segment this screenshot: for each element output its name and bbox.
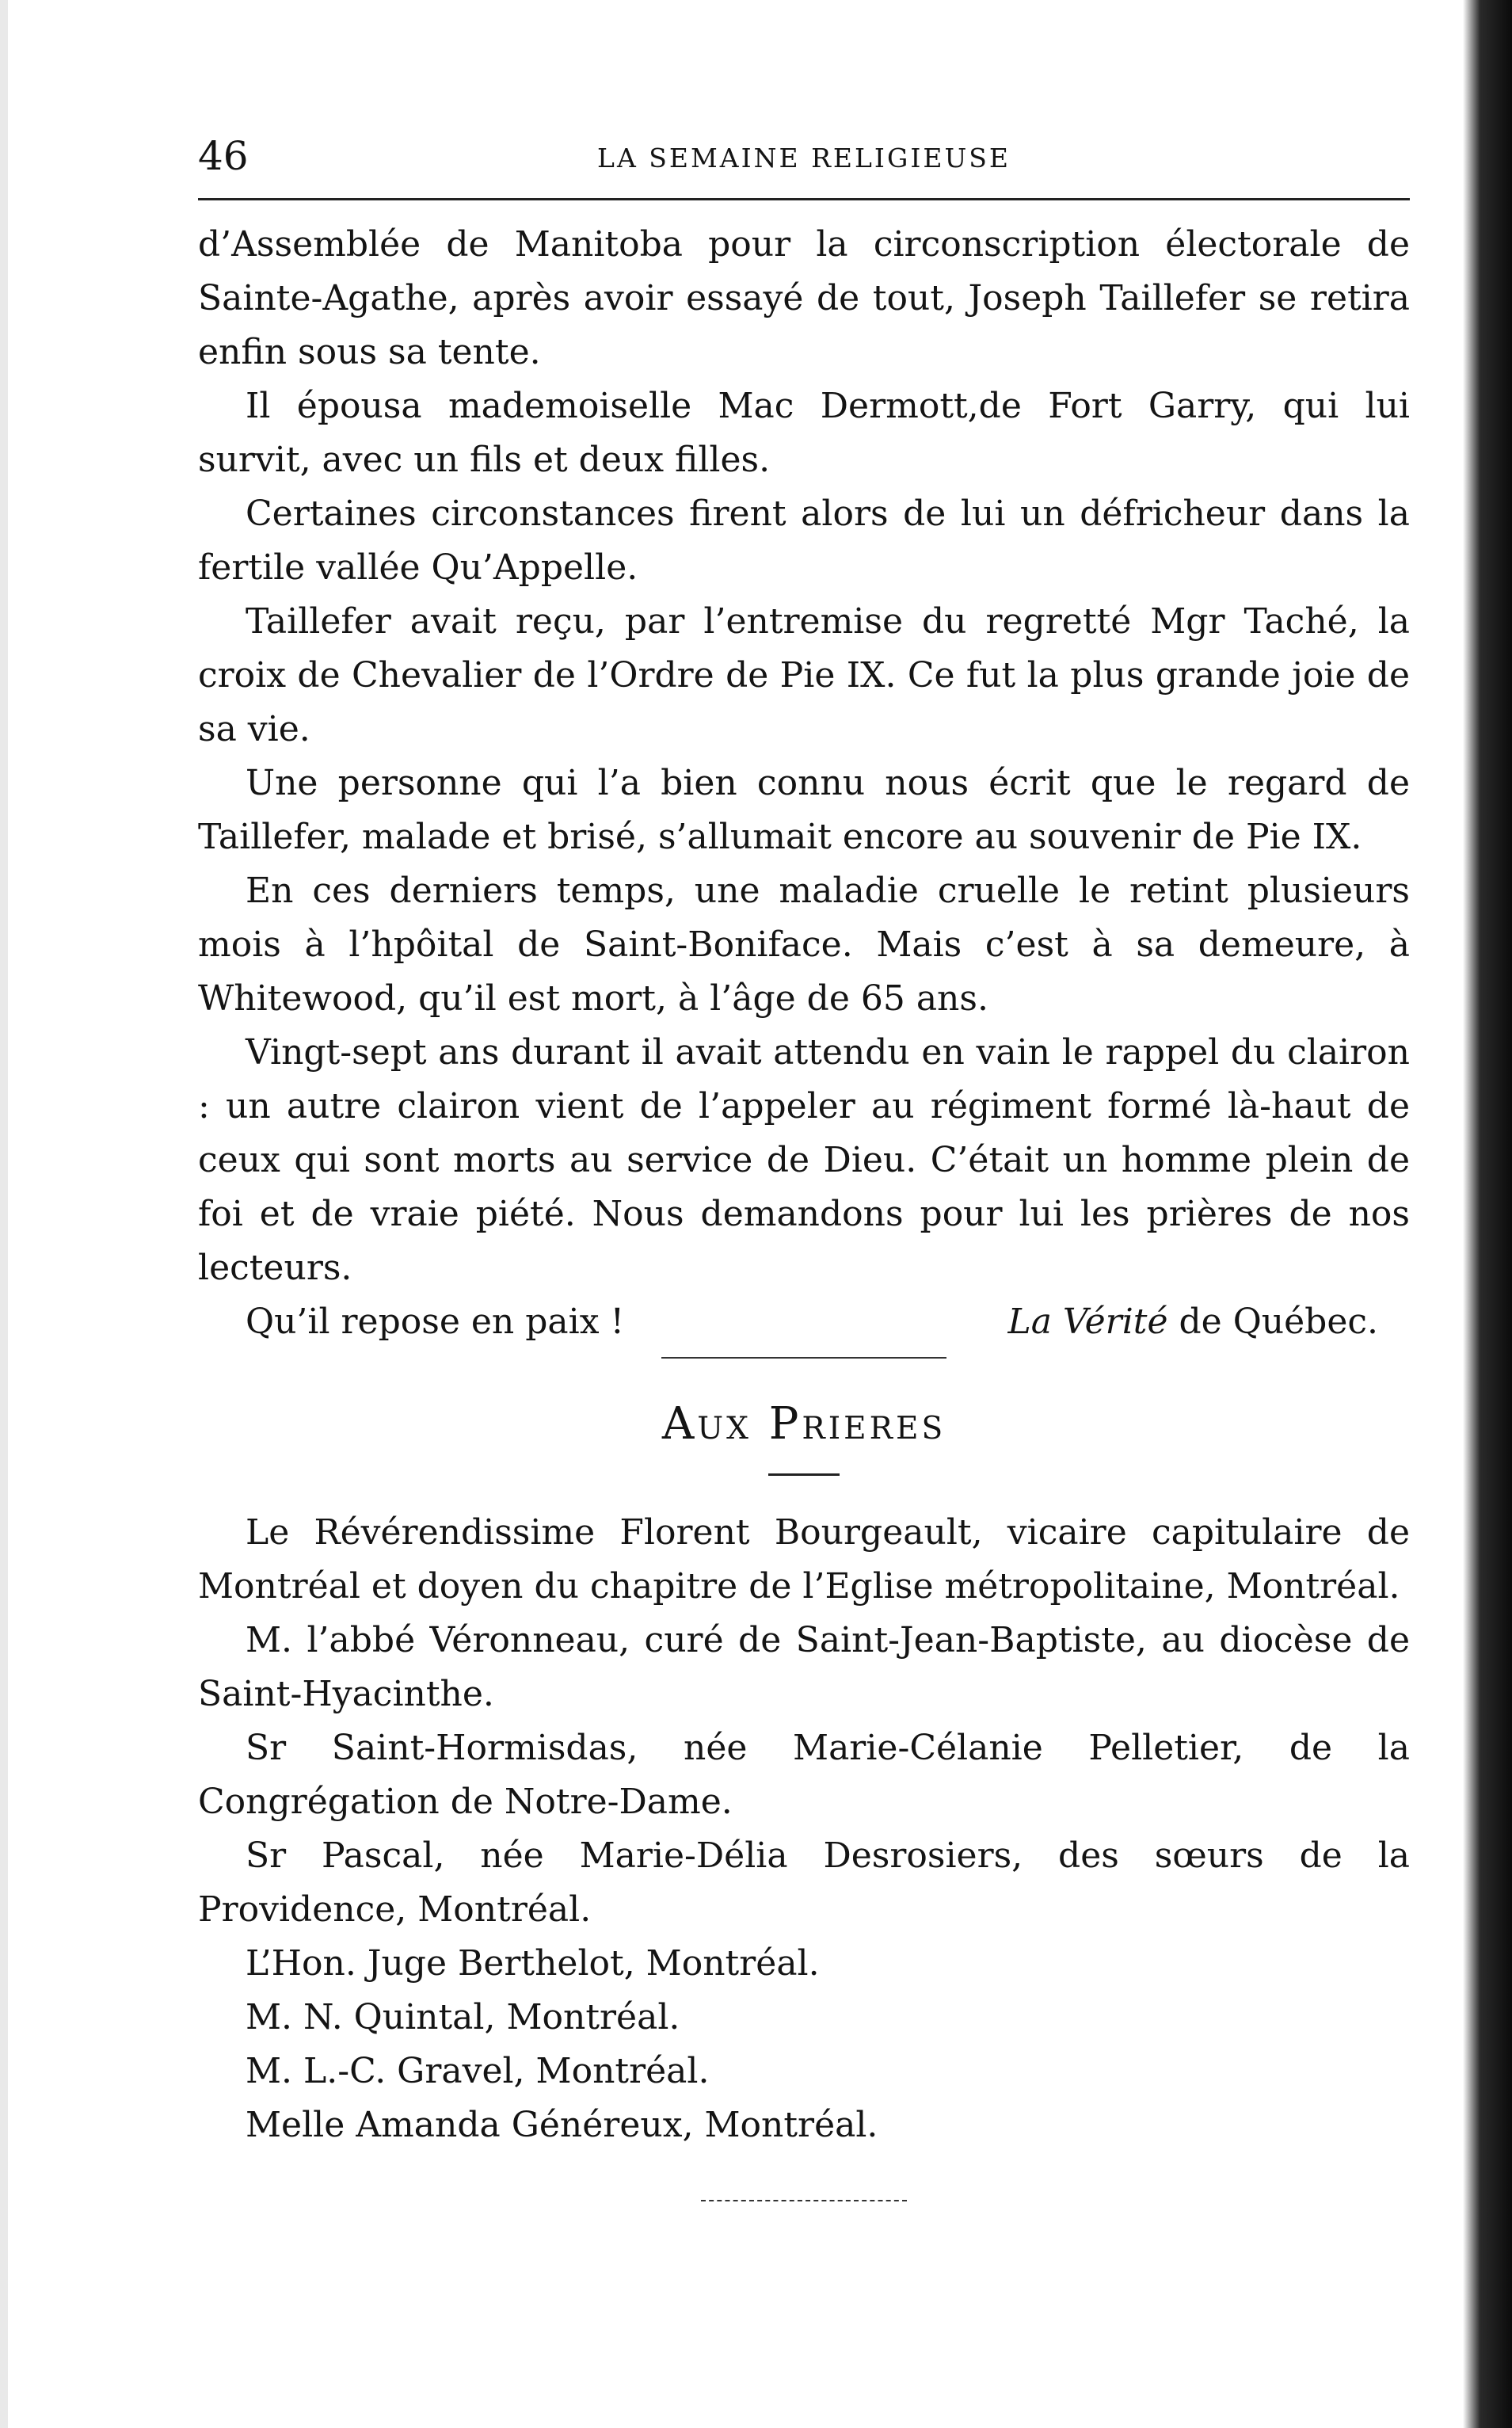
paragraph: Certaines circonstances firent alors de lui un défricheur dans la fertile vallée Qu’Appelle. xyxy=(198,494,1410,588)
closing-line xyxy=(198,1295,1410,1349)
page xyxy=(198,119,1410,2201)
list-item: Melle Amanda Généreux, Montréal. xyxy=(246,2105,878,2145)
source-credit xyxy=(1007,1295,1378,1349)
list-item: Sr Pascal, née Marie-Délia Desrosiers, des sœurs de la Providence, Montréal. xyxy=(198,1835,1410,1930)
section-title: Aux Prieres xyxy=(661,1398,946,1450)
list-item: M. N. Quintal, Montréal. xyxy=(246,1997,680,2037)
source-title: La Vérité xyxy=(1007,1302,1168,1342)
obituary-text xyxy=(198,218,1410,1295)
scan-left-edge xyxy=(0,0,8,2428)
list-item: M. L.-C. Gravel, Montréal. xyxy=(246,2051,710,2091)
paragraph: Vingt-sept ans durant il avait attendu en vain le rappel du clairon : un autre clairon vient de l’appeler au régiment formé là-haut de ceux qui sont morts au service de Dieu. C’était un homme plein de foi et de vraie piété. Nous demandons pour lui les prières de nos lecteurs. xyxy=(198,1032,1410,1288)
paragraph: En ces derniers temps, une maladie cruelle le retint plusieurs mois à l’hpôital de Saint-Boniface. Mais c’est à sa demeure, à Whitewood, qu’il est mort, à l’âge de 65 ans. xyxy=(198,871,1410,1019)
paragraph: Taillefer avait reçu, par l’entremise du regretté Mgr Taché, la croix de Chevalier de l’Ordre de Pie IX. Ce fut la plus grande joie de sa vie. xyxy=(198,601,1410,749)
prayer-list xyxy=(198,1506,1410,2152)
list-item: L’Hon. Juge Berthelot, Montréal. xyxy=(246,1943,820,1984)
paragraph: Une personne qui l’a bien connu nous écrit que le regard de Taillefer, malade et brisé, s’allumait encore au souvenir de Pie IX. xyxy=(198,763,1410,857)
list-item: Sr Saint-Hormisdas, née Marie-Célanie Pelletier, de la Congrégation de Notre-Dame. xyxy=(198,1728,1410,1822)
list-item: M. l’abbé Véronneau, curé de Saint-Jean-Baptiste, au diocèse de Saint-Hyacinthe. xyxy=(198,1620,1410,1714)
paragraph: d’Assemblée de Manitoba pour la circonscription électorale de Sainte-Agathe, après avoir essayé de tout, Joseph Taillefer se retira enfin sous sa tente. xyxy=(198,224,1410,372)
scan-right-edge xyxy=(1463,0,1512,2428)
list-item: Le Révérendissime Florent Bourgeault, vicaire capitulaire de Montréal et doyen du chapitre de l’Eglise métropolitaine, Montréal. xyxy=(198,1512,1410,1607)
title-underline xyxy=(768,1473,840,1476)
paragraph: Il épousa mademoiselle Mac Dermott,de Fort Garry, qui lui survit, avec un fils et deux filles. xyxy=(198,386,1410,480)
closing-text: Qu’il repose en paix ! xyxy=(246,1302,625,1342)
header-rule xyxy=(198,198,1410,200)
page-number: 46 xyxy=(198,133,249,179)
running-head xyxy=(198,119,1410,190)
section-separator xyxy=(661,1357,946,1359)
source-place: de Québec. xyxy=(1179,1302,1378,1342)
journal-title: LA SEMAINE RELIGIEUSE xyxy=(597,143,1011,173)
end-separator xyxy=(701,2200,907,2201)
